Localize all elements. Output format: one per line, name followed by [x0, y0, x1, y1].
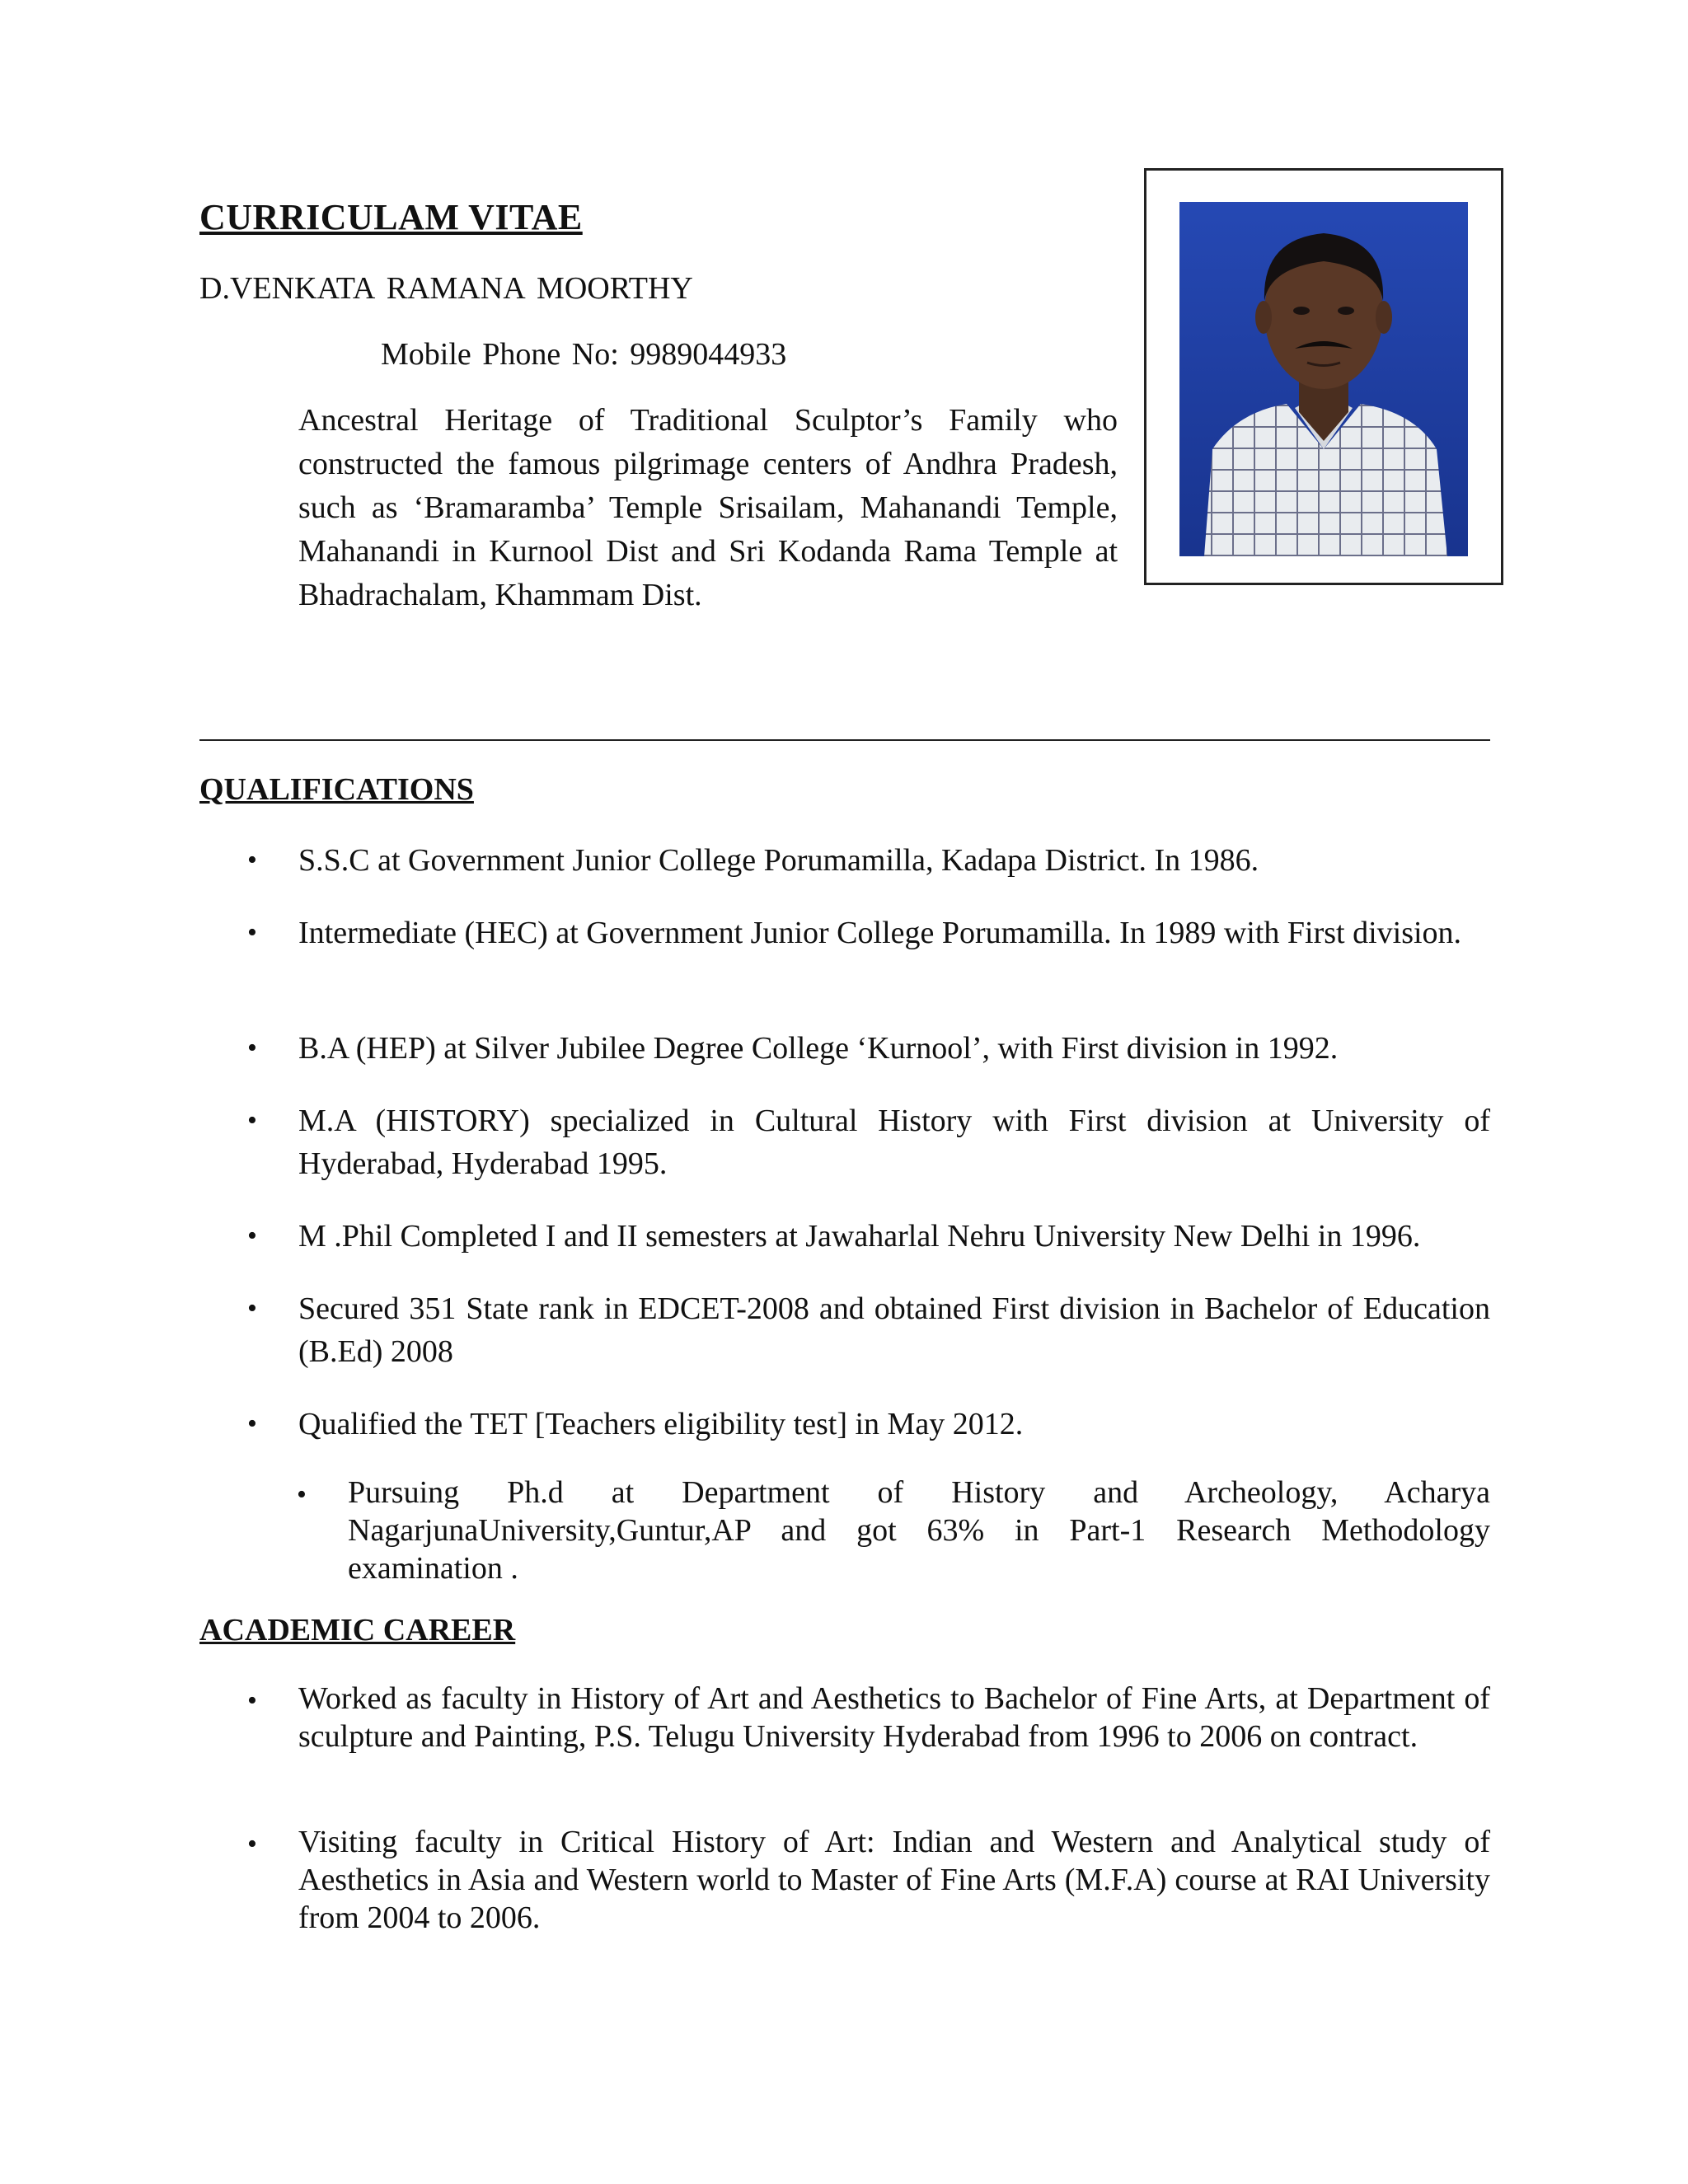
bullet-glyph: •	[297, 1479, 307, 1510]
bullet-glyph: •	[247, 845, 257, 875]
section-divider	[199, 739, 1490, 741]
qualification-text: Qualified the TET [Teachers eligibility test] in May 2012.	[298, 1407, 1024, 1441]
qualification-text: B.A (HEP) at Silver Jubilee Degree College ‘Kurnool’, with First division in 1992.	[298, 1031, 1339, 1066]
qualification-text: M.A (HISTORY) specialized in Cultural History with First division at University of Hyderabad, Hyderabad 1995.	[298, 1104, 1490, 1181]
career-text: Visiting faculty in Critical History of Art: Indian and Western and Analytical study of Aesthetics in Asia and Western world to Master of Fine Arts (M.F.A) course at RAI University from 2004 to 2006.	[298, 1825, 1490, 1935]
qualifications-heading: QUALIFICATIONS	[199, 772, 474, 807]
bullet-glyph: •	[247, 1033, 257, 1063]
bullet-glyph: •	[247, 1105, 257, 1136]
photo-frame	[1144, 168, 1503, 585]
qualification-text: S.S.C at Government Junior College Porumamilla, Kadapa District. In 1986.	[298, 843, 1259, 878]
document-title: CURRICULAM VITAE	[199, 197, 583, 237]
qualification-text: Intermediate (HEC) at Government Junior College Porumamilla. In 1989 with First division.	[298, 916, 1462, 950]
candidate-name: D.VENKATA RAMANA MOORTHY	[199, 271, 693, 306]
bullet-glyph: •	[247, 1408, 257, 1439]
mobile-phone: Mobile Phone No: 9989044933	[381, 337, 787, 372]
qualification-text: Secured 351 State rank in EDCET-2008 and obtained First division in Bachelor of Education (B.Ed) 2008	[298, 1291, 1490, 1369]
qualification-text: M .Phil Completed I and II semesters at Jawaharlal Nehru University New Delhi in 1996.	[298, 1219, 1421, 1254]
bullet-glyph: •	[247, 917, 257, 948]
qualification-subitem-text: Pursuing Ph.d at Department of History and Archeology, Acharya NagarjunaUniversity,Guntur,AP and got 63% in Part-1 Research Methodology examination .	[348, 1475, 1490, 1586]
portrait-photo-icon	[1179, 202, 1468, 556]
academic-career-heading: ACADEMIC CAREER	[199, 1613, 516, 1647]
bullet-glyph: •	[247, 1221, 257, 1251]
career-text: Worked as faculty in History of Art and Aesthetics to Bachelor of Fine Arts, at Department of sculpture and Painting, P.S. Telugu University Hyderabad from 1996 to 2006 on contract.	[298, 1681, 1490, 1754]
bullet-glyph: •	[247, 1685, 257, 1716]
heritage-paragraph: Ancestral Heritage of Traditional Sculptor’s Family who constructed the famous pilgrimage centers of Andhra Pradesh, such as ‘Bramaramba’ Temple Srisailam, Mahanandi Temple, Mahanandi in Kurnool Dist and Sri Kodanda Rama Temple at Bhadrachalam, Khammam Dist.	[298, 403, 1118, 612]
bullet-glyph: •	[247, 1293, 257, 1324]
bullet-glyph: •	[247, 1829, 257, 1859]
